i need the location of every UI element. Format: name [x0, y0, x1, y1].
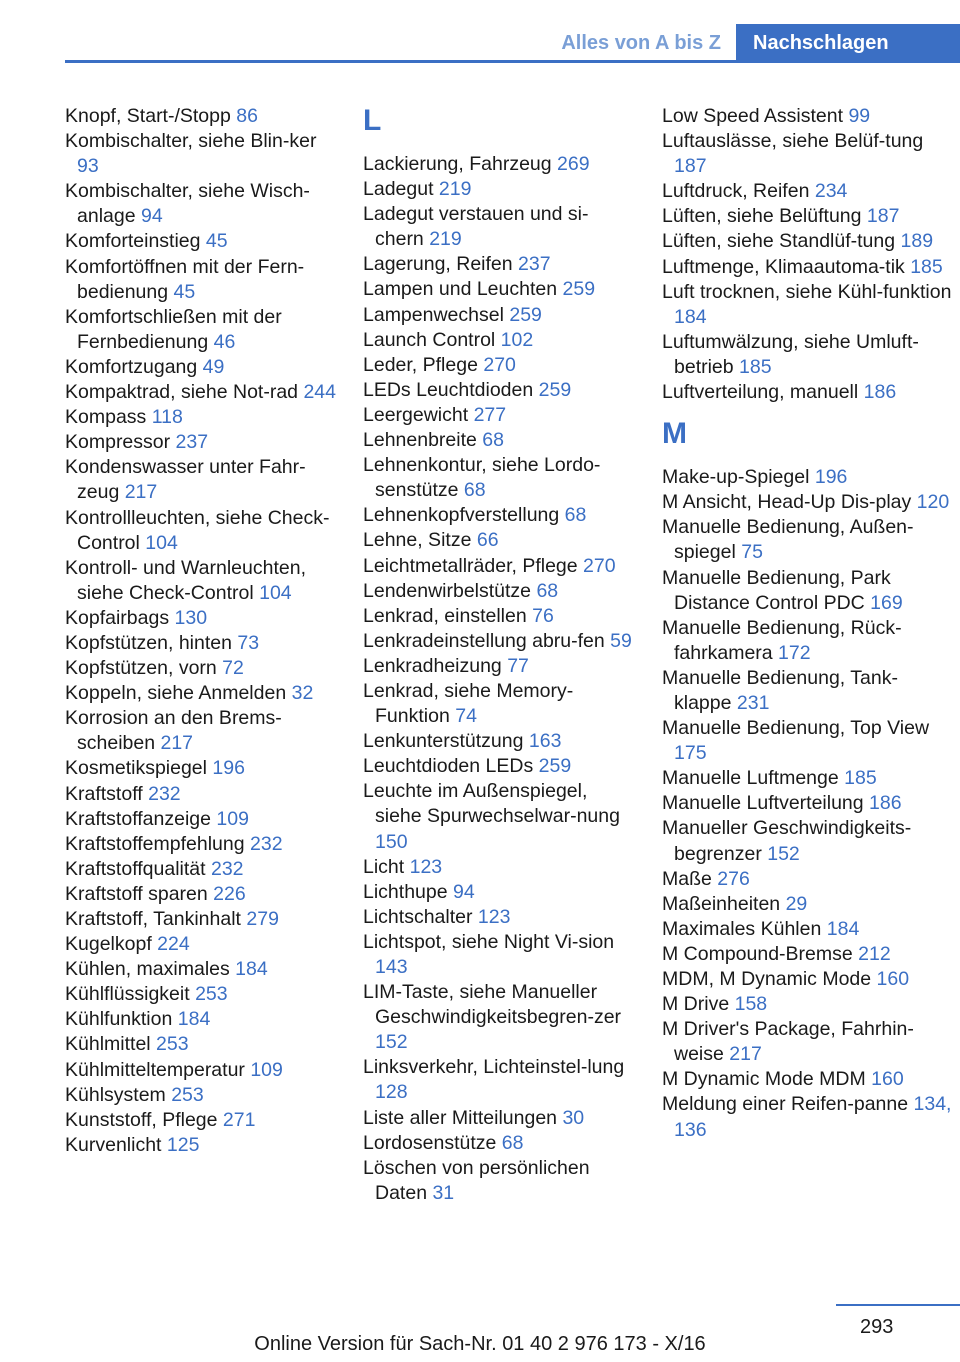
index-entry	[65, 1032, 337, 1057]
index-entry-page-link[interactable]: 130	[174, 606, 208, 629]
index-entry	[662, 255, 952, 280]
index-entry-page-link[interactable]: 187	[866, 205, 900, 228]
index-entry-term: Komfortzugang	[65, 355, 203, 378]
index-entry-term: Make-up-Spiegel	[662, 466, 815, 489]
index-entry-page-link[interactable]: 45	[205, 230, 228, 253]
index-entry-page-link[interactable]: 68	[564, 504, 587, 527]
index-entry-page-link[interactable]: 253	[195, 983, 228, 1006]
index-entry-page-link[interactable]: 49	[202, 355, 225, 378]
index-entry-term: Luft trocknen, siehe Kühl-funktion	[662, 280, 952, 303]
index-entry-page-link[interactable]: 234	[814, 180, 848, 203]
index-entry-page-link[interactable]: 109	[250, 1058, 283, 1081]
index-entry-term: Lehne, Sitze	[363, 529, 477, 552]
index-entry-term: Kühlen, maximales	[65, 958, 236, 981]
index-entry-page-link[interactable]: 224	[157, 933, 190, 956]
index-entry-page-link[interactable]: 196	[814, 466, 848, 489]
index-entry-page-link[interactable]: 86	[236, 105, 258, 127]
index-entry	[363, 1055, 635, 1105]
index-entry-page-link[interactable]: 160	[871, 1068, 904, 1091]
index-entry-page-link[interactable]: 184	[235, 958, 268, 981]
index-entry	[65, 305, 337, 355]
index-entry-term: Manuelle Luftverteilung	[662, 792, 870, 815]
index-entry-term: Kühlsystem	[65, 1083, 172, 1106]
index-entry-term: Komfortöffnen mit der Fern-bedienung	[65, 255, 305, 303]
index-entry-term: Luftverteilung, manuell	[662, 381, 864, 404]
index-entry-page-link[interactable]: 217	[729, 1043, 762, 1066]
index-entry-term: Lackierung, Fahrzeug	[363, 153, 558, 175]
index-entry	[363, 1156, 635, 1206]
index-entry-page-link[interactable]: 185	[739, 355, 772, 378]
index-entry-term: Kraftstoff, Tankinhalt	[65, 908, 247, 930]
index-entry-page-link[interactable]: 219	[429, 228, 462, 251]
index-entry-page-link[interactable]: 232	[210, 857, 244, 880]
index-entry-page-link[interactable]: 152	[767, 842, 800, 865]
index-entry	[662, 204, 952, 229]
index-entry-term: LEDs Leuchtdioden	[363, 378, 539, 401]
index-entry-page-link[interactable]: 46	[213, 330, 236, 353]
index-entry	[363, 453, 635, 503]
index-entry-term: Kompressor	[65, 431, 176, 454]
index-entry	[662, 380, 952, 405]
index-entry-term: Leuchte im Außenspiegel, siehe Spurwechselwar-nung	[363, 780, 620, 828]
index-entry	[363, 604, 635, 629]
index-entry-page-link[interactable]: 77	[507, 654, 529, 677]
index-entry-term: Manuelle Bedienung, Park Distance Control PDC	[662, 566, 891, 614]
index-entry	[662, 280, 952, 330]
index-entry	[662, 867, 952, 892]
index-entry	[65, 380, 337, 405]
index-entry-term: Maximales Kühlen	[662, 917, 827, 940]
index-entry-page-link[interactable]: 232	[148, 782, 181, 805]
index-entry	[363, 177, 635, 202]
index-entry-page-link[interactable]: 74	[455, 705, 477, 728]
index-entry-page-link[interactable]: 217	[160, 732, 194, 755]
index-entry	[662, 515, 952, 565]
index-entry-term: Linksverkehr, Lichteinstel-lung	[363, 1056, 625, 1079]
index-entry-term: Lehnenkontur, siehe Lordo-senstütze	[363, 454, 601, 502]
header-tab-nachschlagen[interactable]: Nachschlagen	[736, 24, 960, 63]
index-entry	[662, 666, 952, 716]
index-entry-page-link[interactable]: 75	[741, 541, 763, 564]
index-entry-term: Leichtmetallräder, Pflege	[363, 554, 584, 577]
index-entry-term: Kraftstoffqualität	[65, 857, 211, 880]
index-entry-term: M Drive	[662, 993, 735, 1016]
index-entry-term: MDM, M Dynamic Mode	[662, 968, 877, 990]
index-entry	[65, 355, 337, 380]
index-entry	[65, 756, 337, 781]
index-entry	[65, 857, 337, 882]
index-entry-page-link[interactable]: 270	[483, 353, 516, 376]
index-entry-term: Kombischalter, siehe Wisch-anlage	[65, 180, 310, 228]
index-entry-term: Lampenwechsel	[363, 303, 510, 326]
index-entry-term: Lendenwirbelstütze	[363, 579, 537, 602]
index-entry	[65, 255, 337, 305]
index-entry-page-link[interactable]: 128	[375, 1081, 408, 1104]
index-entry-page-link[interactable]: 270	[583, 554, 616, 577]
index-entry-term: Komforteinstieg	[65, 230, 206, 253]
index-entry-page-link[interactable]: 276	[717, 867, 750, 890]
index-entry	[363, 152, 635, 177]
index-entry	[65, 229, 337, 254]
index-entry-page-link[interactable]: 212	[858, 942, 891, 965]
index-entry	[363, 754, 635, 779]
index-entry	[65, 1058, 337, 1083]
index-entry	[662, 465, 952, 490]
index-entry-page-link[interactable]: 31	[432, 1181, 455, 1204]
index-entry	[65, 782, 337, 807]
index-entry-page-link[interactable]: 99	[848, 105, 871, 127]
index-entry-term: Maßeinheiten	[662, 892, 786, 915]
index-entry-term: Löschen von persönlichen Daten	[363, 1156, 590, 1204]
index-entry-term: Luftumwälzung, siehe Umluft-betrieb	[662, 330, 919, 378]
index-entry	[65, 104, 337, 129]
index-entry	[65, 957, 337, 982]
index-entry-term: Ladegut	[363, 178, 439, 201]
index-entry-page-link[interactable]: 184	[177, 1008, 211, 1031]
index-entry-page-link[interactable]: 219	[438, 178, 472, 201]
index-entry-term: Liste aller Mitteilungen	[363, 1106, 563, 1129]
index-entry-term: Koppeln, siehe Anmelden	[65, 682, 292, 705]
index-entry-page-link[interactable]: 185	[844, 767, 877, 790]
index-entry-page-link[interactable]: 160	[876, 968, 910, 990]
index-entry	[662, 229, 952, 254]
index-entry-page-link[interactable]: 32	[291, 682, 314, 705]
index-entry	[662, 992, 952, 1017]
index-entry-page-link[interactable]: 277	[473, 403, 507, 426]
index-entry-term: Leder, Pflege	[363, 353, 484, 376]
index-entry-page-link[interactable]: 184	[826, 917, 860, 940]
index-entry	[363, 252, 635, 277]
index-entry	[662, 917, 952, 942]
index-entry-page-link[interactable]: 94	[453, 880, 475, 903]
index-entry-page-link[interactable]: 169	[870, 591, 903, 614]
index-entry-term: Manueller Geschwindigkeits-begrenzer	[662, 817, 912, 865]
index-entry	[65, 430, 337, 455]
index-entry	[65, 807, 337, 832]
index-entry-page-link[interactable]: 184	[674, 305, 707, 328]
index-entry-term: Lehnenkopfverstellung	[363, 504, 565, 527]
index-entry-page-link[interactable]: 259	[509, 303, 542, 326]
index-entry	[65, 706, 337, 756]
index-entry	[363, 855, 635, 880]
index-entry-page-link[interactable]: 76	[532, 604, 554, 627]
index-entry	[363, 629, 635, 654]
index-entry	[662, 791, 952, 816]
index-entry-page-link[interactable]: 186	[869, 792, 902, 815]
index-entry	[363, 428, 635, 453]
index-entry-page-link[interactable]: 93	[77, 155, 99, 178]
index-entry	[65, 1133, 337, 1158]
index-entry	[65, 1007, 337, 1032]
index-entry	[363, 303, 635, 328]
index-entry-term: Kopfstützen, hinten	[65, 631, 238, 654]
index-entry-page-link[interactable]: 259	[538, 755, 572, 778]
index-entry-term: Lichtspot, siehe Night Vi-sion	[363, 930, 615, 953]
index-entry-term: Leergewicht	[363, 403, 474, 426]
index-entry-page-link[interactable]: 189	[900, 230, 934, 253]
index-entry-term: Meldung einer Reifen-panne	[662, 1093, 914, 1116]
index-entry	[65, 882, 337, 907]
index-entry	[65, 606, 337, 631]
index-entry-term: Manuelle Bedienung, Tank-klappe	[662, 666, 898, 714]
index-entry-term: Kraftstoffempfehlung	[65, 832, 251, 855]
index-entry-page-link[interactable]: 259	[562, 278, 596, 301]
index-entry-term: Kraftstoff sparen	[65, 882, 214, 905]
index-entry-term: Kondenswasser unter Fahr-zeug	[65, 456, 306, 504]
index-entry	[363, 202, 635, 252]
index-entry-term: Knopf, Start-/Stopp	[65, 105, 237, 127]
index-entry-term: Lüften, siehe Belüftung	[662, 205, 867, 228]
index-entry	[363, 729, 635, 754]
index-entry-term: Lagerung, Reifen	[363, 253, 519, 276]
index-entry	[65, 179, 337, 229]
index-entry	[65, 455, 337, 505]
index-entry-term: Kühlmittel	[65, 1033, 157, 1056]
index-entry-page-link[interactable]: 123	[477, 905, 511, 928]
index-entry-term: Kühlmitteltemperatur	[65, 1058, 251, 1081]
index-entry	[65, 556, 337, 606]
index-entry	[662, 766, 952, 791]
index-entry	[363, 503, 635, 528]
index-entry-term: M Dynamic Mode MDM	[662, 1068, 872, 1091]
index-entry	[662, 129, 952, 179]
index-entry	[363, 528, 635, 553]
index-entry-page-link[interactable]: 120	[916, 491, 950, 514]
header-section-title: Alles von A bis Z	[561, 32, 721, 54]
index-entry-page-link[interactable]: 185	[910, 255, 943, 278]
index-letter-heading: L	[363, 104, 382, 137]
index-entry	[363, 328, 635, 353]
index-entry-page-link[interactable]: 29	[785, 892, 808, 915]
index-entry	[65, 907, 337, 932]
index-entry-term: Kosmetikspiegel	[65, 757, 213, 780]
index-entry	[65, 405, 337, 430]
index-entry-page-link[interactable]: 68	[463, 479, 486, 502]
index-entry-page-link[interactable]: 102	[500, 328, 534, 351]
index-entry	[363, 1106, 635, 1131]
index-entry	[65, 832, 337, 857]
index-entry	[65, 1083, 337, 1108]
index-entry	[65, 982, 337, 1007]
index-entry-term: Kurvenlicht	[65, 1133, 167, 1156]
index-entry-term: Manuelle Bedienung, Top View	[662, 717, 930, 740]
index-entry-page-link[interactable]: 196	[212, 757, 245, 780]
index-entry-term: Kraftstoff	[65, 782, 149, 805]
index-entry-term: M Driver's Package, Fahrhin-weise	[662, 1018, 914, 1066]
index-entry	[662, 1067, 952, 1092]
index-entry-page-link[interactable]: 158	[734, 993, 768, 1016]
index-entry-term: Lehnenbreite	[363, 429, 483, 452]
index-entry-term: Kontrollleuchten, siehe Check-Control	[65, 506, 330, 554]
index-entry	[662, 716, 952, 766]
index-entry-page-link[interactable]: 253	[156, 1033, 189, 1056]
index-entry-term: Lichtschalter	[363, 905, 478, 928]
index-entry-page-link[interactable]: 104	[259, 581, 292, 604]
index-entry-page-link[interactable]: 150	[375, 830, 408, 853]
index-entry-term: Launch Control	[363, 328, 501, 351]
index-entry-term: Luftmenge, Klimaautoma-tik	[662, 255, 911, 278]
index-entry-page-link[interactable]: 259	[538, 378, 572, 401]
index-column-3	[662, 104, 952, 1143]
index-entry-term: Manuelle Luftmenge	[662, 767, 845, 790]
index-entry-term: Kühlfunktion	[65, 1008, 178, 1031]
index-entry-page-link[interactable]: 94	[140, 205, 163, 228]
index-entry	[363, 980, 635, 1055]
index-entry	[363, 905, 635, 930]
index-entry-term: Lampen und Leuchten	[363, 278, 563, 301]
index-entry	[65, 129, 337, 179]
index-entry-page-link[interactable]: 118	[151, 406, 183, 429]
index-entry-page-link[interactable]: 237	[175, 431, 209, 454]
index-entry	[662, 942, 952, 967]
index-entry	[662, 892, 952, 917]
index-entry-page-link[interactable]: 237	[518, 253, 551, 276]
index-entry-page-link[interactable]: 72	[222, 657, 244, 680]
index-entry-term: Kompaktrad, siehe Not-rad	[65, 381, 304, 404]
index-entry-term: Lenkradeinstellung abru-fen	[363, 629, 611, 652]
index-entry	[662, 179, 952, 204]
index-entry-page-link[interactable]: 226	[213, 882, 246, 905]
index-entry-term: Manuelle Bedienung, Rück-fahrkamera	[662, 616, 902, 664]
index-entry-page-link[interactable]: 143	[375, 956, 408, 978]
index-entry-term: Kunststoff, Pflege	[65, 1108, 223, 1131]
index-entry	[662, 616, 952, 666]
index-entry-page-link[interactable]: 68	[536, 579, 559, 602]
index-entry-term: Manuelle Bedienung, Außen-spiegel	[662, 516, 914, 564]
index-entry-page-link[interactable]: 231	[736, 691, 770, 714]
index-entry-term: Licht	[363, 855, 410, 878]
index-entry-term: Lüften, siehe Standlüf-tung	[662, 230, 901, 253]
index-entry-term: Low Speed Assistent	[662, 105, 849, 127]
index-entry-term: Lenkunterstützung	[363, 730, 529, 753]
index-entry-page-link[interactable]: 30	[562, 1106, 585, 1129]
index-entry-term: Luftdruck, Reifen	[662, 180, 815, 203]
index-entry	[65, 932, 337, 957]
index-entry-page-link[interactable]: 244	[303, 381, 336, 404]
index-entry-term: Leuchtdioden LEDs	[363, 755, 539, 778]
index-entry-term: Kontroll- und Warnleuchten, siehe Check-Control	[65, 556, 306, 604]
index-entry-page-link[interactable]: 68	[501, 1131, 524, 1154]
index-entry-term: Lenkrad, siehe Memory-Funktion	[363, 679, 574, 728]
index-entry	[363, 679, 635, 729]
index-entry	[662, 967, 952, 992]
index-entry	[363, 779, 635, 854]
index-entry	[363, 378, 635, 403]
index-entry-page-link[interactable]: 279	[246, 908, 279, 930]
index-entry-term: Lenkrad, einstellen	[363, 604, 533, 627]
index-entry	[363, 930, 635, 980]
index-entry-term: Lichthupe	[363, 880, 453, 903]
index-entry-page-link[interactable]: 217	[124, 481, 158, 504]
index-entry	[363, 554, 635, 579]
index-entry-page-link[interactable]: 175	[674, 742, 707, 765]
footer-version-text: Online Version für Sach-Nr. 01 40 2 976 173 - X/16	[254, 1333, 706, 1355]
index-entry-term: Korrosion an den Brems-scheiben	[65, 707, 282, 755]
index-entry-term: Lenkradheizung	[363, 654, 508, 677]
index-entry-term: Kombischalter, siehe Blin-ker	[65, 130, 317, 153]
index-entry	[65, 656, 337, 681]
index-entry-page-link[interactable]: 109	[216, 807, 249, 830]
index-entry	[363, 1131, 635, 1156]
index-entry	[662, 1017, 952, 1067]
index-entry	[662, 330, 952, 380]
index-column-1	[65, 104, 337, 1158]
index-entry-page-link[interactable]: 163	[528, 730, 562, 753]
index-entry	[65, 1108, 337, 1133]
index-entry-page-link[interactable]: 125	[166, 1133, 200, 1156]
index-entry-page-link[interactable]: 152	[375, 1031, 408, 1054]
index-entry-page-link[interactable]: 104	[145, 531, 178, 554]
index-entry	[65, 631, 337, 656]
index-entry	[662, 104, 952, 129]
index-entry	[363, 403, 635, 428]
index-entry-term: Ladegut verstauen und si-chern	[363, 203, 589, 251]
index-entry-term: LIM-Taste, siehe Manueller Geschwindigkeitsbegren-zer	[363, 981, 622, 1029]
index-entry	[662, 1092, 952, 1142]
index-entry	[65, 506, 337, 556]
index-entry-page-link[interactable]: 172	[778, 641, 811, 664]
footer-rule	[836, 1304, 960, 1306]
index-entry	[363, 654, 635, 679]
index-entry-term: Kugelkopf	[65, 933, 158, 956]
index-entry	[363, 277, 635, 302]
index-entry-page-link[interactable]: 123	[409, 855, 443, 878]
index-entry	[662, 566, 952, 616]
index-entry-page-link[interactable]: 186	[863, 381, 897, 404]
page-number: 293	[860, 1316, 894, 1338]
index-entry-term: Luftauslässe, siehe Belüf-tung	[662, 130, 924, 153]
index-entry-term: Kühlflüssigkeit	[65, 983, 196, 1006]
index-entry-page-link[interactable]: 134, 136	[674, 1093, 952, 1141]
index-entry-term: Maße	[662, 867, 718, 890]
index-entry-term: Kopfstützen, vorn	[65, 657, 223, 680]
index-entry	[662, 490, 952, 515]
index-entry	[662, 816, 952, 866]
index-entry-term: Kraftstoffanzeige	[65, 807, 217, 830]
index-entry-term: Kompass	[65, 406, 152, 429]
index-entry	[363, 880, 635, 905]
index-entry-term: Komfortschließen mit der Fernbedienung	[65, 305, 282, 353]
index-entry-page-link[interactable]: 45	[173, 280, 196, 303]
index-entry	[363, 579, 635, 604]
index-entry-term: M Compound-Bremse	[662, 942, 859, 965]
index-entry-page-link[interactable]: 73	[237, 631, 260, 654]
index-entry-page-link[interactable]: 271	[222, 1108, 256, 1131]
index-entry-page-link[interactable]: 269	[557, 153, 590, 175]
index-entry-term: Lordosenstütze	[363, 1131, 502, 1154]
index-entry	[65, 681, 337, 706]
index-entry	[363, 353, 635, 378]
index-entry-term: M Ansicht, Head-Up Dis-play	[662, 491, 917, 514]
index-entry-page-link[interactable]: 187	[674, 155, 707, 178]
index-entry-page-link[interactable]: 66	[476, 529, 499, 552]
index-entry-page-link[interactable]: 232	[250, 832, 283, 855]
index-entry-page-link[interactable]: 59	[610, 629, 632, 652]
index-entry-page-link[interactable]: 253	[171, 1083, 204, 1106]
index-column-2	[363, 104, 635, 1206]
index-entry-term: Kopfairbags	[65, 606, 175, 629]
index-entry-page-link[interactable]: 68	[482, 429, 504, 452]
index-letter-heading: M	[662, 417, 687, 451]
